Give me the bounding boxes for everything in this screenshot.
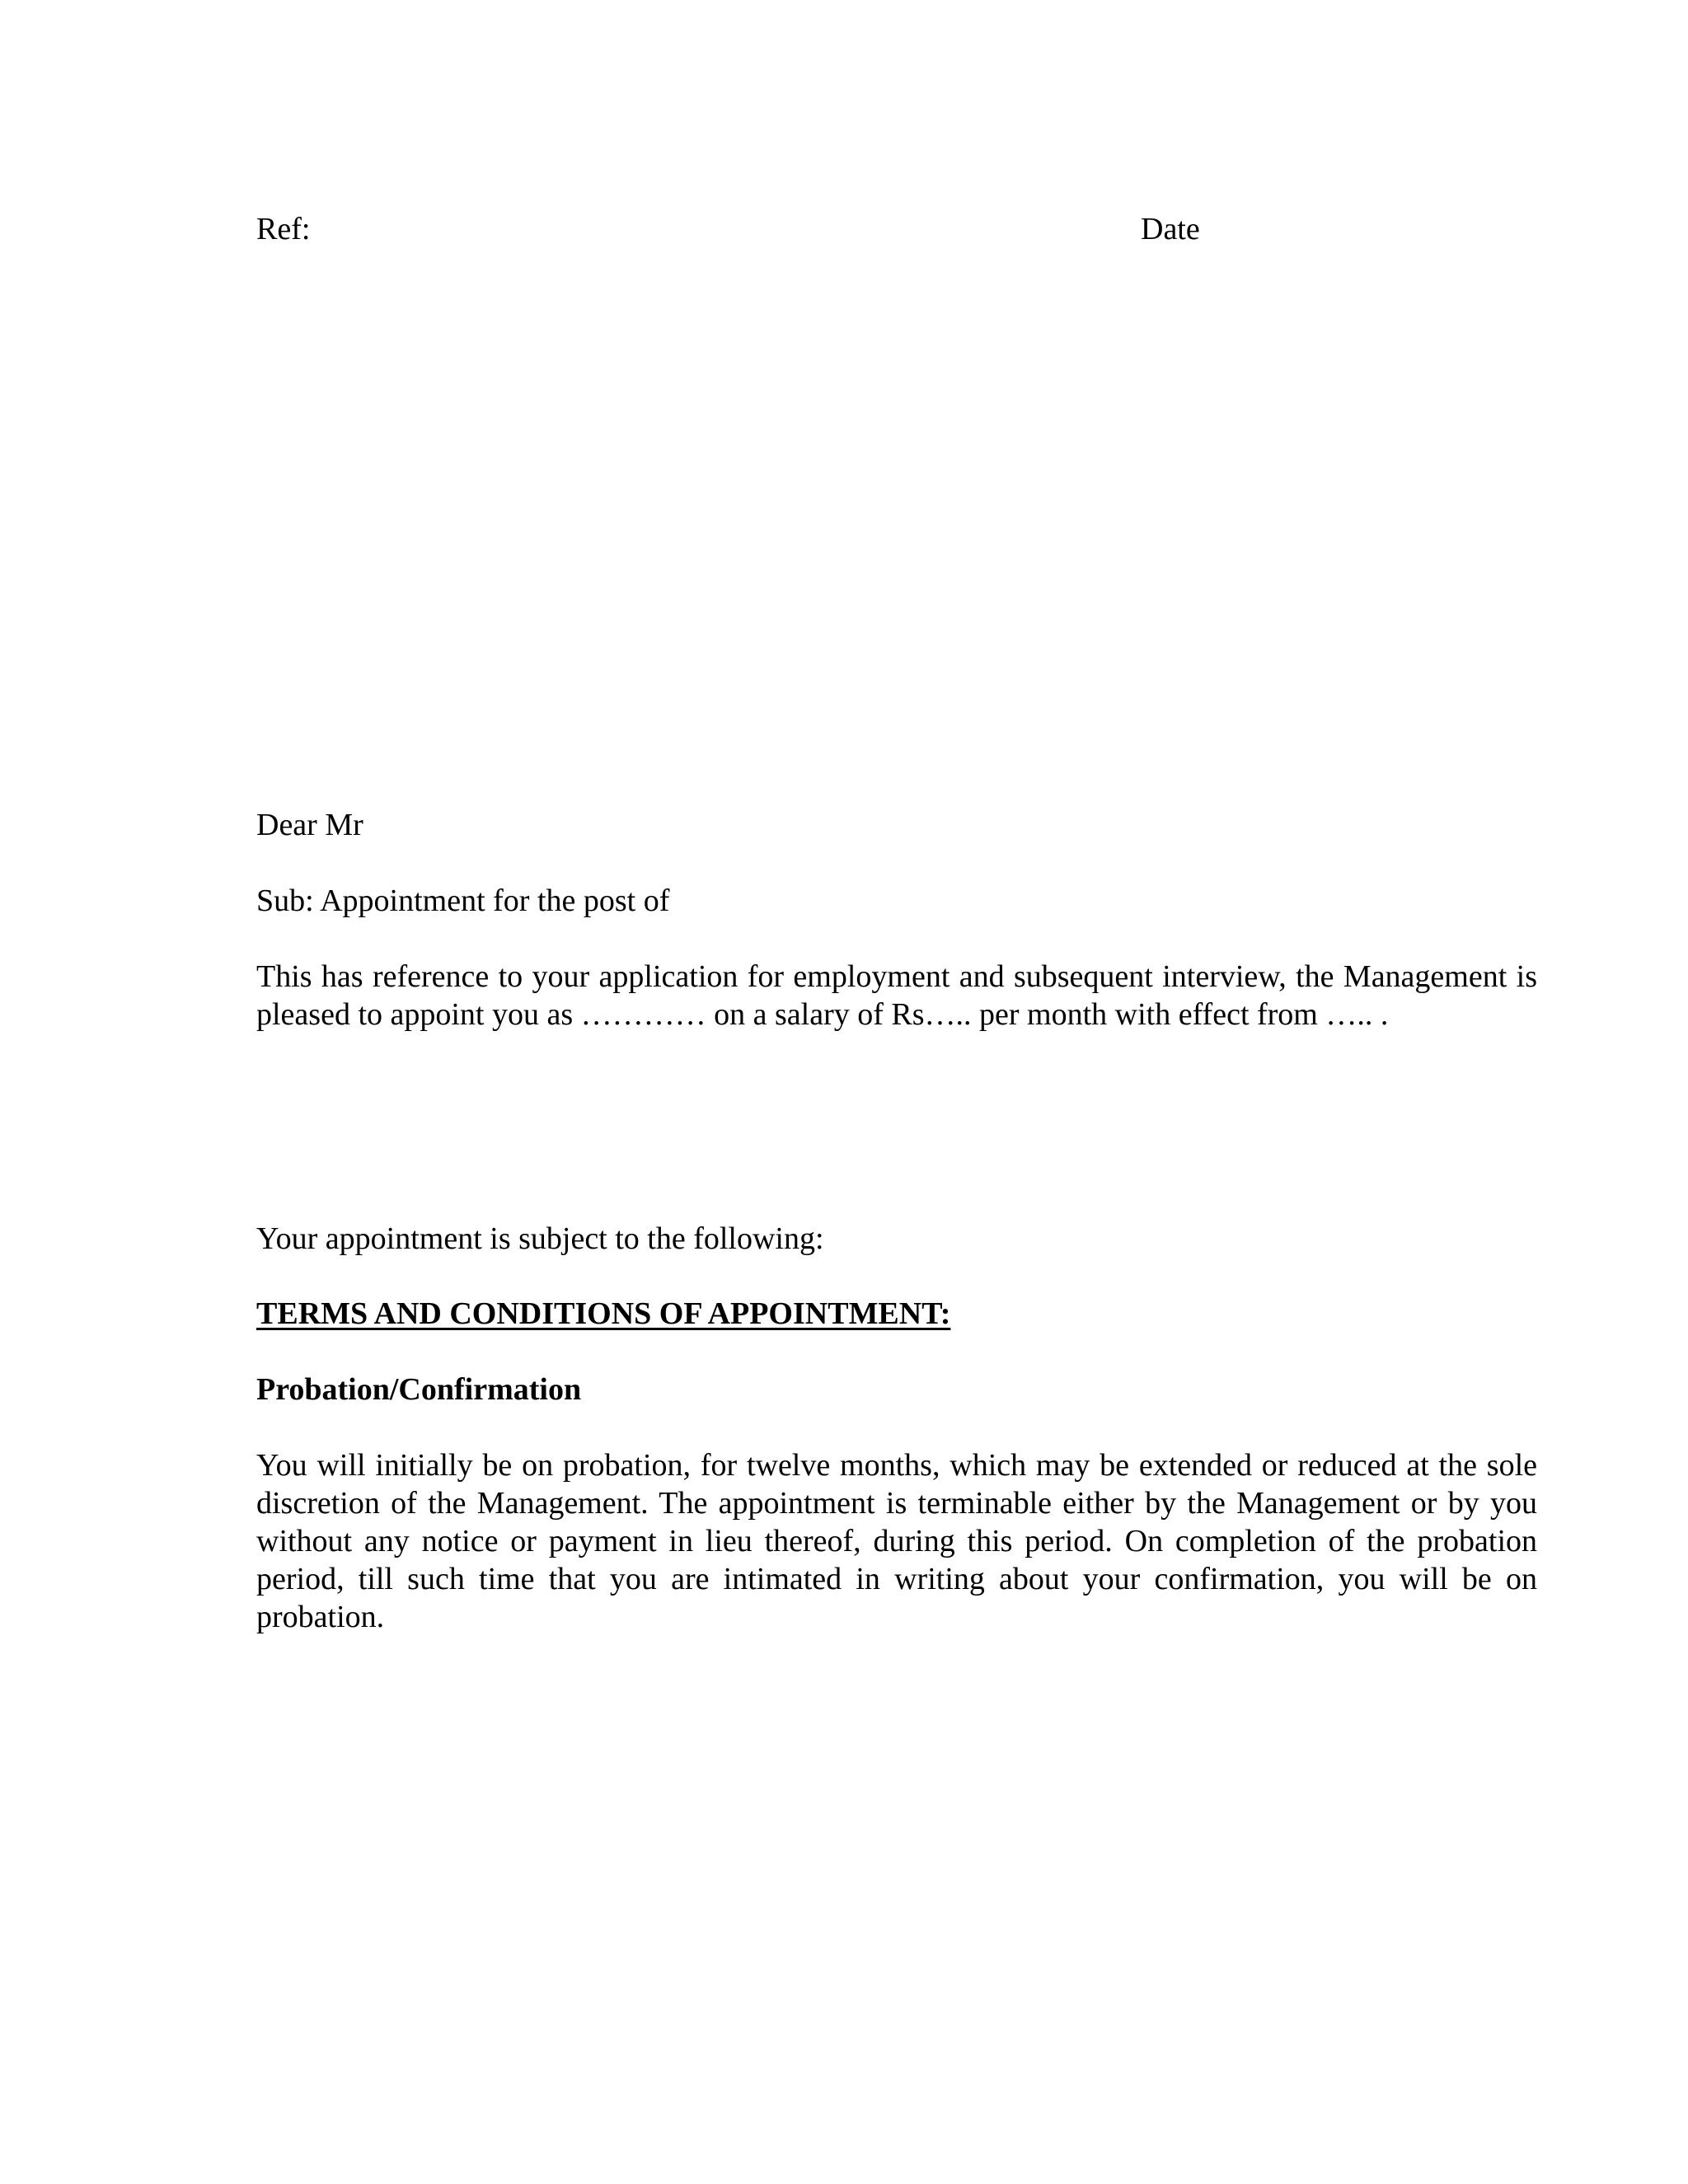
intro-paragraph: This has reference to your application for employment and subsequent interview, the Management is pleased to appoint you as ………… on a salary of Rs….. per month with effect from ….. . <box>256 959 1537 1032</box>
probation-paragraph: You will initially be on probation, for twelve months, which may be extended or reduced at the sole discretion of the Management. The appointment is terminable either by the Management or by you without any notice or payment in lieu thereof, during this period. On completion of the probation period, till such time that you are intimated in writing about your confirmation, you will be on probation. <box>256 1448 1537 1634</box>
subject-to-line: Your appointment is subject to the following: <box>256 1221 824 1256</box>
date-label: Date <box>1141 212 1200 246</box>
terms-heading: TERMS AND CONDITIONS OF APPOINTMENT: <box>256 1296 951 1331</box>
ref-label: Ref: <box>256 212 311 246</box>
subject-line: Sub: Appointment for the post of <box>256 883 670 918</box>
salutation: Dear Mr <box>256 808 363 842</box>
probation-heading: Probation/Confirmation <box>256 1372 582 1407</box>
